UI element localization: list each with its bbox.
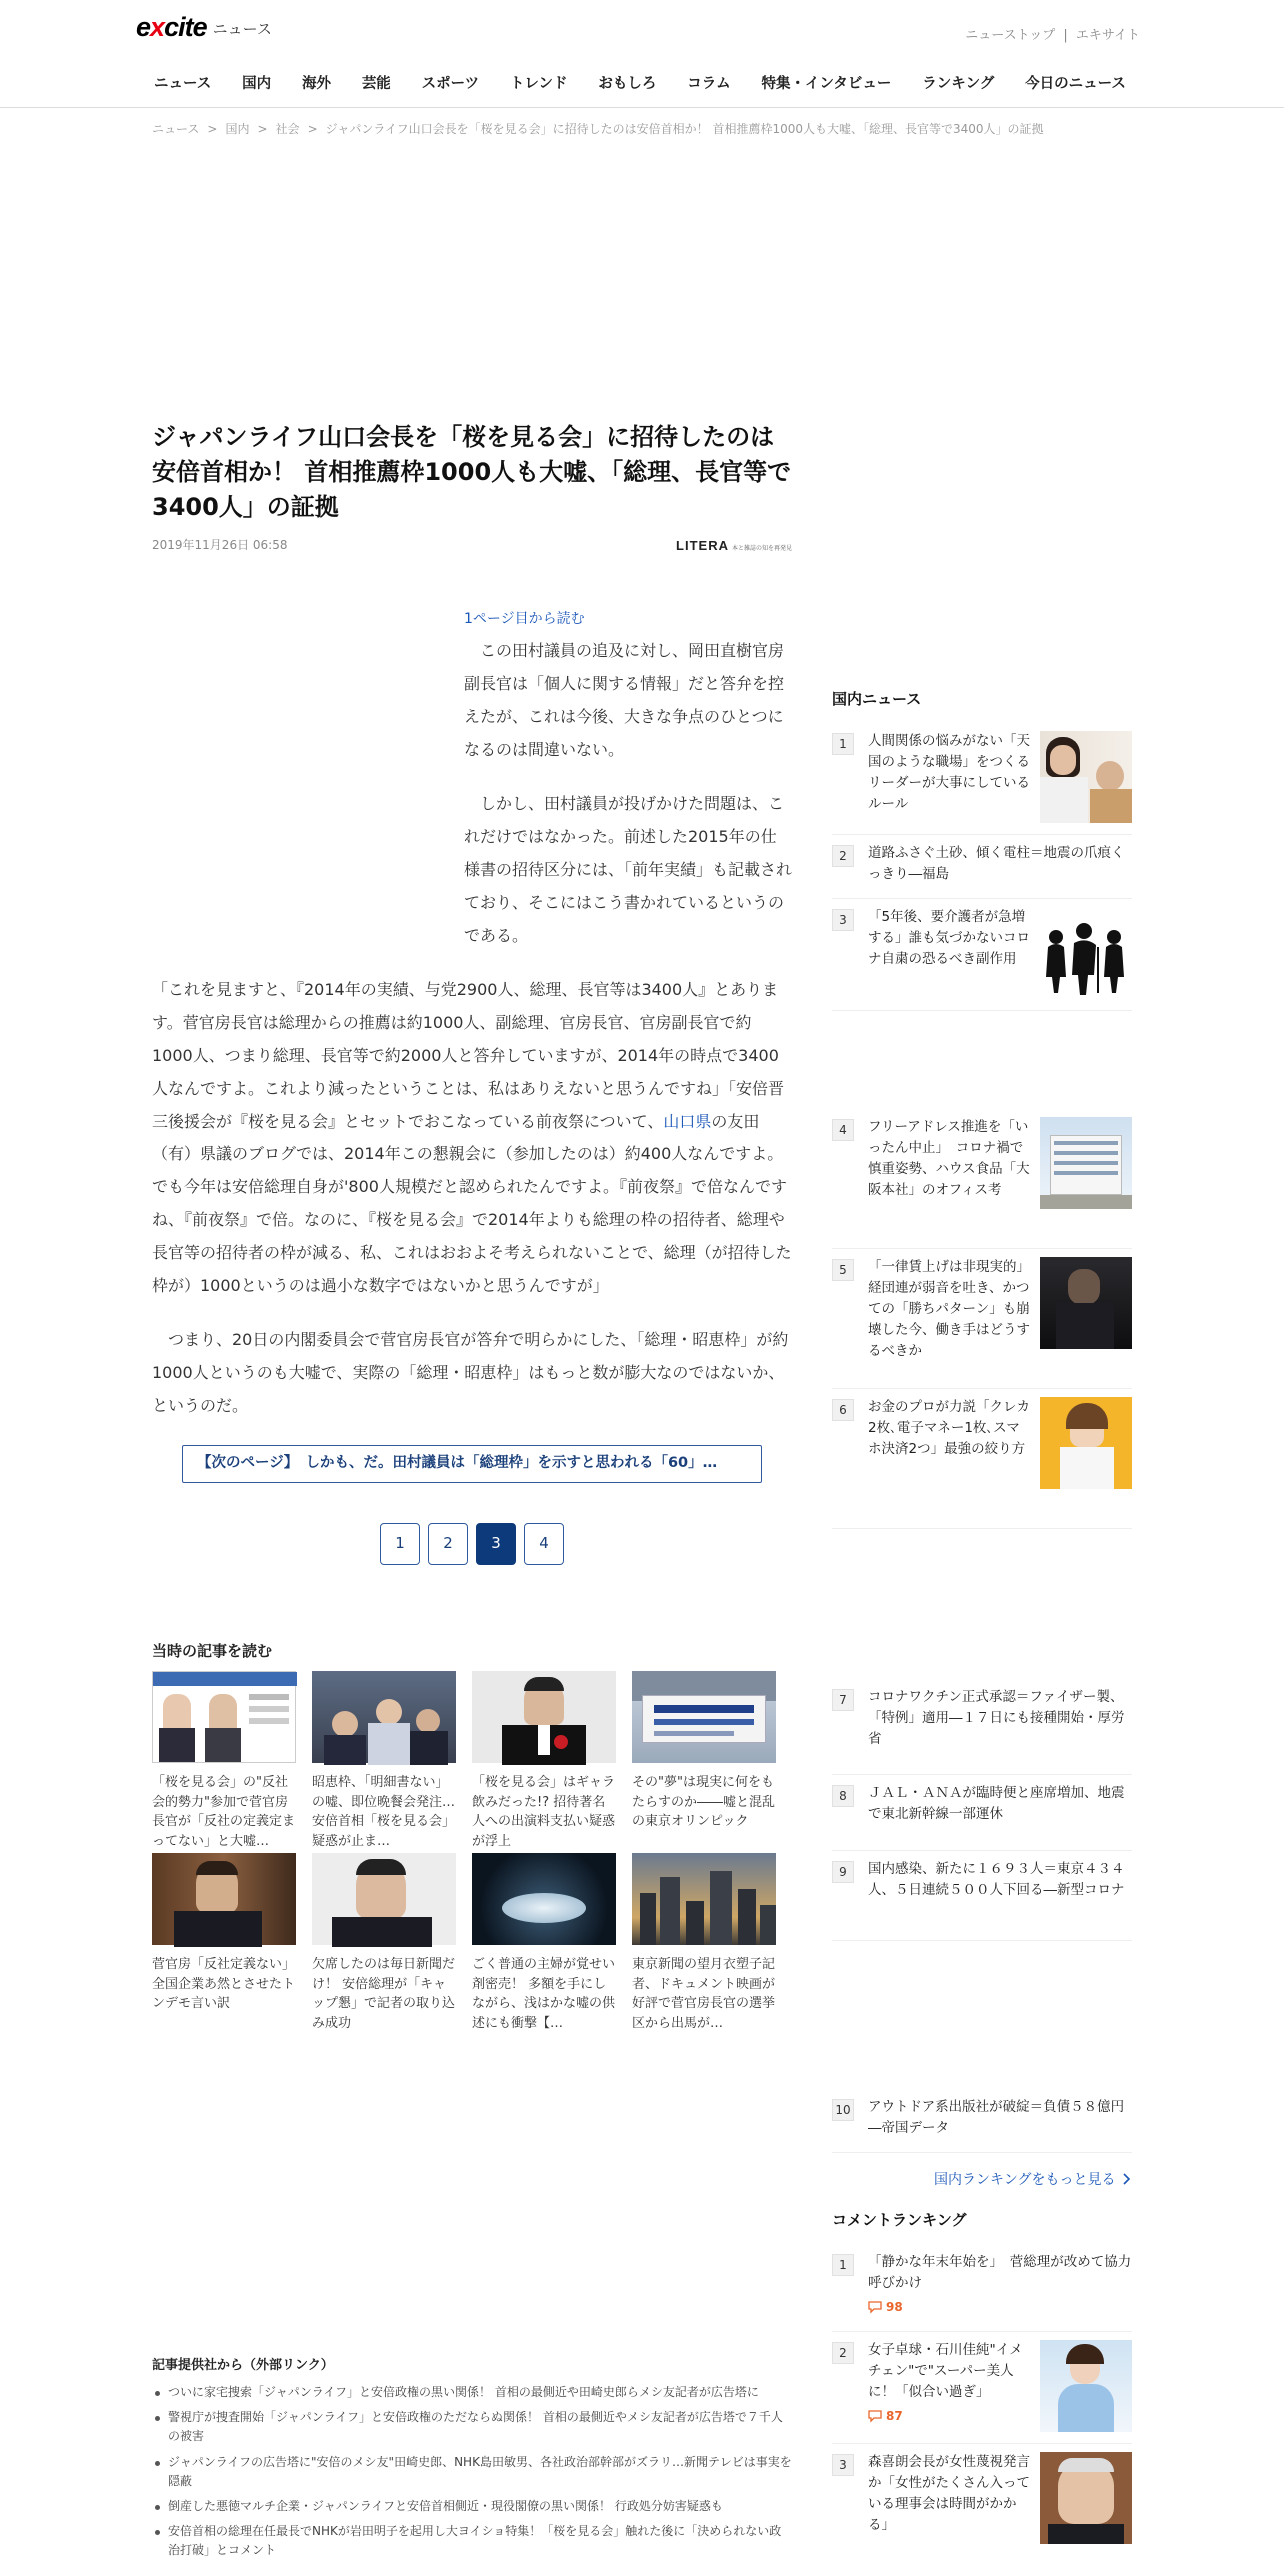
chevron-right-icon [1122,2173,1132,2185]
external-link[interactable]: ジャパンライフの広告塔に"安倍のメシ友"田崎史郎、NHK島田敏男、各社政治部幹部がズラリ…新聞テレビは事実を隠蔽 [168,2454,792,2488]
comment-count: 87 [868,2407,1032,2426]
ranking-item[interactable] [832,899,1132,1011]
logo-sub: ニュース [212,20,272,38]
rank-number: 3 [832,909,854,931]
breadcrumb-sep: > [307,122,318,136]
external-link[interactable]: 倒産した悪徳マルチ企業・ジャパンライフと安倍首相側近・現役閣僚の黒い関係！ 行政処分妨害疑惑も [168,2498,723,2513]
nav-domestic[interactable]: 国内 [242,76,272,92]
more-ranking-link[interactable]: 国内ランキングをもっと見る [832,2153,1132,2205]
rank-number: 6 [832,1399,854,1421]
nav-entertainment[interactable]: 芸能 [361,76,391,92]
past-article-caption: 「桜を見る会」の"反社会的勢力"参加で菅官房長官が「反社の定義定まってない」と大嘘… [152,1775,296,1849]
nav-feature[interactable]: 特集・インタビュー [761,76,892,92]
pagination [152,1523,792,1565]
past-article-card[interactable] [312,1853,456,2031]
ranking-title: フリーアドレス推進を「いったん中止」 コロナ禍で慎重姿勢、ハウス食品「大阪本社」のオフィス考 [868,1119,1030,1198]
nav-trend[interactable]: トレンド [509,76,568,92]
breadcrumb-current: ジャパンライフ山口会長を「桜を見る会」に招待したのは安倍首相か！ 首相推薦枠1000人も大嘘、「総理、長官等で3400人」の証拠 [325,122,1044,136]
ranking-title: ＪＡＬ・ＡＮＡが臨時便と座席増加、地震で東北新幹線一部運休 [868,1785,1125,1822]
past-articles [152,1640,792,2031]
nav-column[interactable]: コラム [687,76,731,92]
ranking-title: 「一律賃上げは非現実的」 経団連が弱音を吐き、かつての「勝ちパターン」も崩壊した今、働き手はどうするべきか [868,1259,1037,1359]
nav-sports[interactable]: スポーツ [421,76,480,92]
read-from-first-link[interactable]: 1ページ目から読む [464,611,585,628]
external-links-heading: 記事提供社から（外部リンク） [152,2358,334,2373]
article-thumbnail [632,1853,776,1945]
ranking-title: 森喜朗会長が女性蔑視発言か「女性がたくさん入っている理事会は時間がかかる」 [868,2454,1030,2533]
comment-ranking-item[interactable] [832,2444,1132,2556]
article-date: 2019年11月26日 06:58 [152,538,288,553]
comment-ranking-item[interactable] [832,2244,1132,2332]
sidebar-ad-space [832,1941,1132,2089]
nav-funny[interactable]: おもしろ [598,76,657,92]
past-article-card[interactable] [632,1853,776,2031]
ranking-thumbnail [1040,907,1132,999]
external-link[interactable]: 安倍首相の総理在任最長でNHKが岩田明子を起用し大ヨイショ特集！「桜を見る会」触れた後に「決められない政治打破」とコメント [168,2524,782,2558]
article-thumbnail [312,1853,456,1945]
ranking-thumbnail [1040,1257,1132,1349]
breadcrumb-sep: > [207,122,218,136]
ranking-title: 道路ふさぐ土砂、傾く電柱＝地震の爪痕くっきり―福島 [868,845,1125,882]
ranking-title: コロナワクチン正式承認＝ファイザー製、「特例」適用―１７日にも接種開始・厚労省 [868,1689,1125,1747]
past-article-caption: 東京新聞の望月衣塑子記者、ドキュメント映画が好評で菅官房長官の選挙区から出馬が… [632,1957,776,2031]
comment-ranking-body [868,2252,1132,2323]
comment-ranking-item[interactable] [832,2332,1132,2444]
article-meta [152,536,792,556]
rank-number: 7 [832,1689,854,1711]
nav-ranking[interactable]: ランキング [922,76,995,92]
article-thumbnail [312,1671,456,1763]
excite-top-link[interactable]: エキサイト [1075,28,1140,43]
rank-number: 1 [832,2254,854,2276]
comment-icon [868,2301,882,2313]
yamaguchi-link[interactable]: 山口県 [663,1111,712,1131]
domestic-news-heading: 国内ニュース [832,690,922,708]
rank-number: 4 [832,1119,854,1141]
external-link[interactable]: ついに家宅捜索「ジャパンライフ」と安倍政権の黒い関係！ 首相の最側近や田崎史郎らメシ友記者が広告塔に [168,2385,759,2399]
article-paragraph: 「これを見ますと、『2014年の実績、与党2900人、総理、長官等は3400人』とあります。菅官房長官は総理からの推薦は約1000人、副総理、官房長官、官房副長官で約1000人、つまり総理、長官等で約2000人と答弁していますが、2014年の時点で3400人なんですよ。これより減ったということは、私はありえないと思うんですね」「安倍晋三後援会が『桜を見る会』とセットでおこなっている前夜祭について、山口県の友田（有）県議のブログでは、2014年この懇親会に（参加したのは）約400人なんですよ。でも今年は安倍総理自身が'800人規模だと認められたんですよ。『前夜祭』で倍なんですね、『前夜祭』で倍。なのに、『桜を見る会』で2014年よりも総理の枠の招待者、総理や長官等の招待者の枠が減る、私、これはおおよそ考えられないことで、総理（が招待した枠が）1000というのは過小な数字ではないかと思うんですが」 [152,980,792,1295]
breadcrumb-society[interactable]: 社会 [275,122,300,136]
litera-logo[interactable]: LITERA 本と雑誌の知を再発見 [676,538,792,554]
comment-count: 98 [868,2298,1132,2317]
article-thumbnail [152,1853,296,1945]
main-nav [140,66,1140,99]
breadcrumb-news[interactable]: ニュース [152,122,200,136]
nav-news[interactable]: ニュース [154,76,212,92]
page-3-button[interactable]: 3 [476,1523,516,1565]
ranking-title: 人間関係の悩みがない「天国のような職場」をつくるリーダーが大事にしているルール [868,733,1030,812]
next-page-button[interactable]: 【次のページ】 しかも、だ。田村議員は「総理枠」を示すと思われる「60」… [182,1445,762,1483]
logo-brand: excite [136,12,207,42]
site-header [0,0,1284,108]
ranking-thumbnail [1040,731,1132,823]
page-2-button[interactable]: 2 [428,1523,468,1565]
ranking-item[interactable] [832,2089,1132,2153]
past-article-caption: 菅官房「反社定義ない」全国企業あ然とさせたトンデモ言い訳 [152,1957,296,2011]
rank-number: 10 [832,2099,854,2121]
article-title: ジャパンライフ山口会長を「桜を見る会」に招待したのは安倍首相か！ 首相推薦枠1000人も大嘘、「総理、長官等で3400人」の証拠 [152,423,792,521]
article [152,420,792,1565]
ranking-item[interactable] [832,1389,1132,1529]
ranking-title: お金のプロが力説「クレカ2枚､電子マネー1枚､スマホ決済2つ」最強の絞り方 [868,1399,1030,1457]
rank-number: 3 [832,2454,854,2476]
comment-ranking-body [868,2340,1032,2435]
excite-logo[interactable] [136,12,272,43]
article-paragraph: この田村議員の追及に対し、岡田直樹官房副長官は「個人に関する情報」だと答弁を控えたが、これは今後、大きな争点のひとつになるのは間違いない。 [464,641,785,759]
breadcrumb-sep: > [257,122,268,136]
ranking-thumbnail [1040,2452,1132,2544]
ranking-item[interactable] [832,723,1132,835]
article-thumbnail [472,1671,616,1763]
top-separator: | [1063,28,1068,43]
external-link[interactable]: 警視庁が捜査開始「ジャパンライフ」と安倍政権のただならぬ関係！ 首相の最側近やメシ友記者が広告塔で７千人の被害 [168,2410,783,2444]
breadcrumb [152,120,1112,137]
ranking-item[interactable] [832,1249,1132,1389]
ranking-item[interactable] [832,835,1132,899]
article-thumbnail [152,1671,296,1763]
rank-number: 5 [832,1259,854,1281]
past-articles-heading: 当時の記事を読む [152,1642,273,1660]
ranking-thumbnail [1040,2340,1132,2432]
rank-number: 2 [832,845,854,867]
past-article-card[interactable] [472,1671,616,1849]
past-article-card[interactable] [632,1671,776,1833]
inline-ad-space [152,602,464,972]
past-article-caption: 昭恵枠、「明細書ない」の嘘、即位晩餐会発注…安倍首相「桜を見る会」疑惑が止ま… [312,1775,456,1849]
ranking-title: 国内感染、新たに１６９３人＝東京４３４人、５日連続５００人下回る―新型コロナ [868,1861,1125,1898]
article-thumbnail [472,1853,616,1945]
past-article-caption: 欠席したのは毎日新聞だけ！ 安倍総理が「キャップ懇」で記者の取り込み成功 [312,1957,456,2031]
ranking-title: 「静かな年末年始を」 菅総理が改めて協力呼びかけ [868,2254,1132,2291]
nav-overseas[interactable]: 海外 [301,76,331,92]
ranking-title: 「5年後、要介護者が急増する」誰も気づかないコロナ自粛の恐るべき副作用 [868,909,1030,967]
page-1-button[interactable]: 1 [380,1523,420,1565]
past-article-caption: ごく普通の主婦が覚せい剤密売！ 多額を手にしながら、浅はかな嘘の供述にも衝撃【… [472,1957,616,2031]
comment-icon [868,2410,882,2422]
past-article-card[interactable] [152,1853,296,2015]
nav-today[interactable]: 今日のニュース [1025,76,1126,92]
article-thumbnail [632,1671,776,1763]
page-4-button[interactable]: 4 [524,1523,564,1565]
sidebar-ad-space [832,1529,1132,1679]
breadcrumb-domestic[interactable]: 国内 [225,122,250,136]
ranking-item[interactable] [832,1109,1132,1249]
news-top-link[interactable]: ニューストップ [965,28,1056,43]
ranking-thumbnail [1040,1117,1132,1209]
sidebar [832,688,1132,2556]
article-body [152,602,792,1564]
past-article-caption: 「桜を見る会」はギャラ飲みだった!? 招待著名人への出演料支払い疑惑が浮上 [472,1775,616,1849]
rank-number: 1 [832,733,854,755]
rank-number: 8 [832,1785,854,1807]
past-article-card[interactable] [312,1671,456,1849]
ranking-item[interactable] [832,1851,1132,1941]
past-article-card[interactable] [152,1671,296,1849]
past-article-caption: その"夢"は現実に何をもたらすのか――嘘と混乱の東京オリンピック [632,1775,776,1829]
ranking-thumbnail [1040,1397,1132,1489]
rank-number: 9 [832,1861,854,1883]
rank-number: 2 [832,2342,854,2364]
external-links [152,2354,792,2567]
article-paragraph: しかし、田村議員が投げかけた問題は、これだけではなかった。前述した2015年の仕様書の招待区分には、「前年実績」も記載されており、そこにはこう書かれているというのである。 [464,794,793,945]
ranking-item[interactable] [832,1775,1132,1851]
ranking-title: 女子卓球・石川佳純"イメチェン"で"スーパー美人に！「似合い過ぎ」 [868,2342,1023,2400]
article-paragraph: つまり、20日の内閣委員会で菅官房長官が答弁で明らかにした、「総理・昭恵枠」が約1000人というのも大嘘で、実際の「総理・昭恵枠」はもっと数が膨大なのではないか、というのだ。 [152,1330,789,1415]
sidebar-ad-space [832,1011,1132,1109]
ranking-title: アウトドア系出版社が破綻＝負債５８億円―帝国データ [868,2099,1125,2136]
ranking-item[interactable] [832,1679,1132,1775]
top-links [965,24,1140,43]
comment-ranking-heading: コメントランキング [832,2211,967,2229]
past-article-card[interactable] [472,1853,616,2031]
